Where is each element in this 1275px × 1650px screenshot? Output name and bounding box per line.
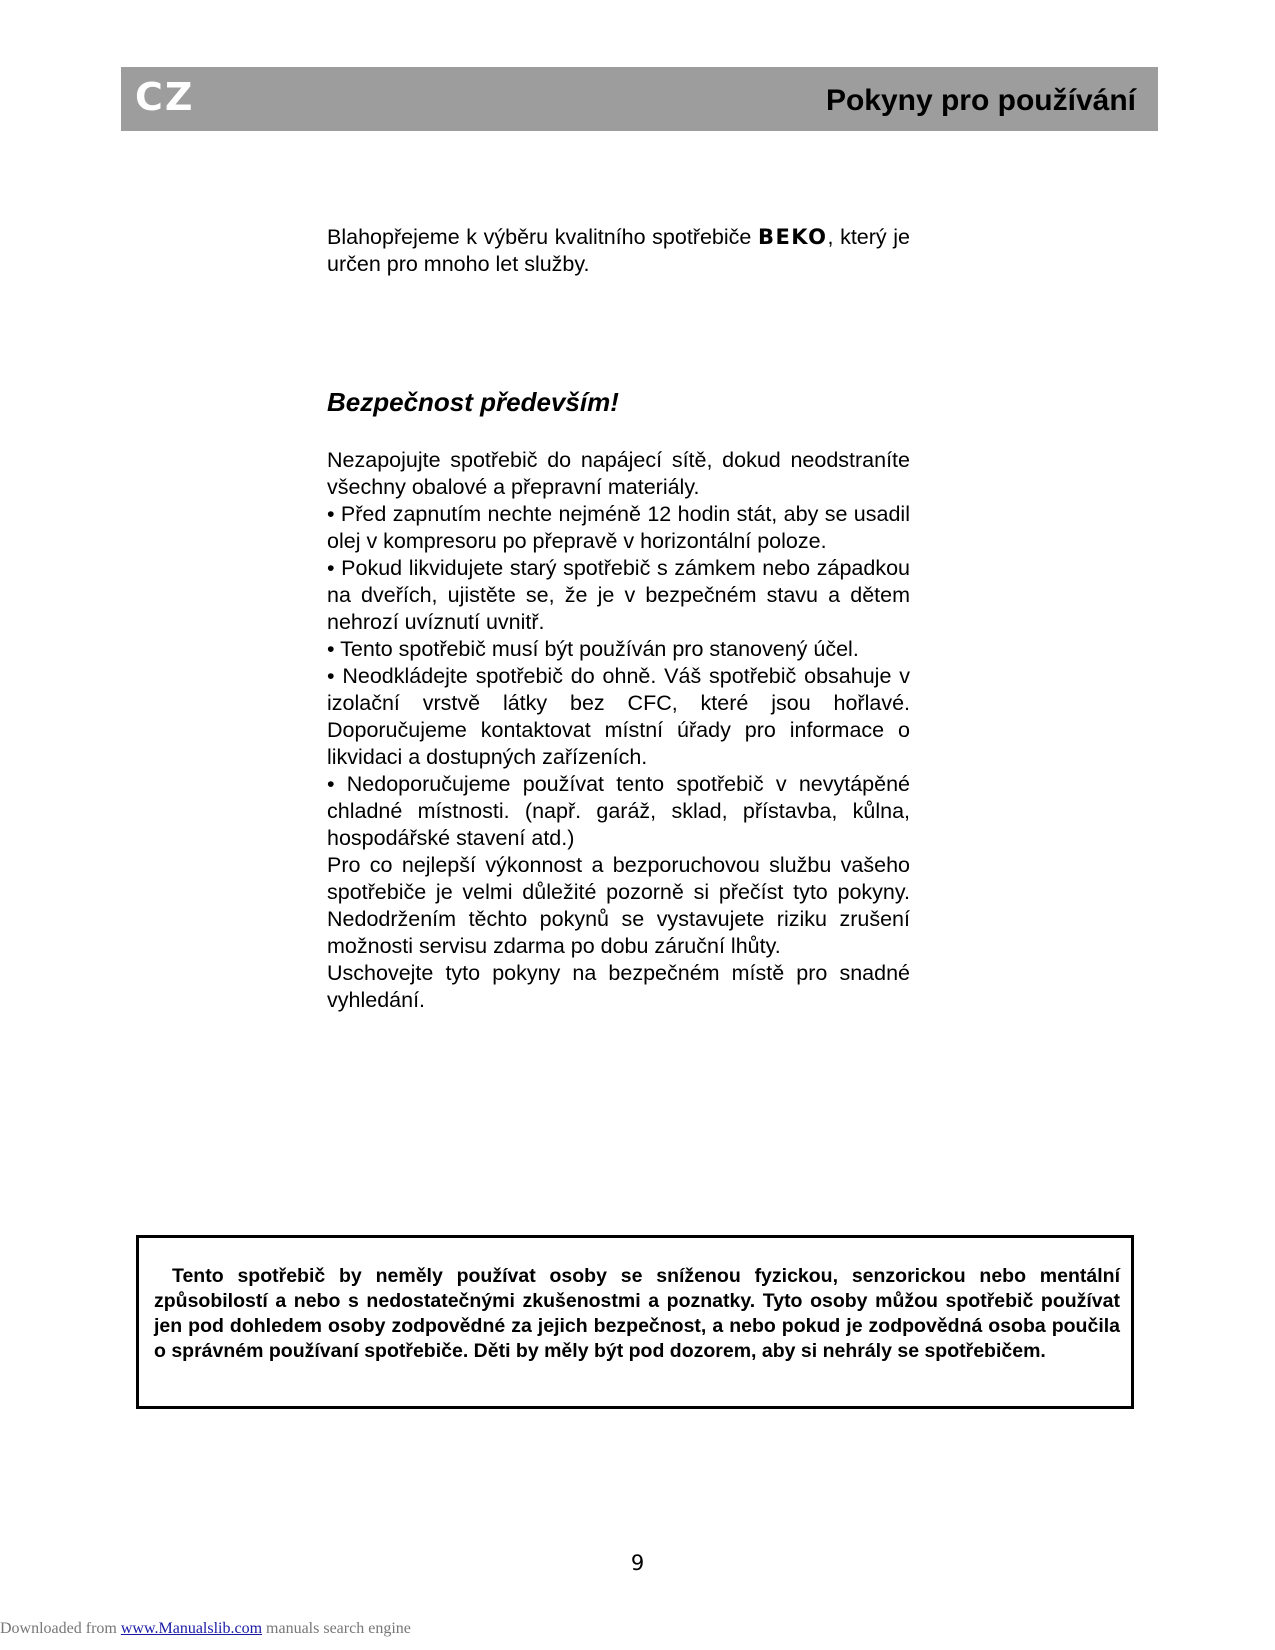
safety-paragraph: • Neodkládejte spotřebič do ohně. Váš spotřebič obsahuje v izolační vrstvě látky bez CFC, které jsou hořlavé. Doporučujeme kontaktovat místní úřady pro informace o likvidaci a dostupných zařízeních. <box>327 664 910 769</box>
intro-text-before: Blahopřejeme k výběru kvalitního spotřebiče <box>327 225 758 249</box>
page-title: Pokyny pro používání <box>825 84 1136 117</box>
header-bar <box>121 67 1158 131</box>
safety-heading: Bezpečnost především! <box>327 387 619 417</box>
footer-suffix: manuals search engine <box>262 1620 411 1637</box>
warning-notice-box <box>136 1235 1134 1409</box>
safety-paragraph: Nezapojujte spotřebič do napájecí sítě, dokud neodstraníte všechny obalové a přepravní materiály. <box>327 448 910 499</box>
safety-paragraph: • Nedoporučujeme používat tento spotřebič v nevytápěné chladné místnosti. (např. garáž, sklad, přístavba, kůlna, hospodářské stavení atd.) <box>327 772 910 850</box>
warning-notice-text: Tento spotřebič by neměly používat osoby se sníženou fyzickou, senzorickou nebo mentální způsobilostí a nebo s nedostatečnými zkušenostmi a poznatky. Tyto osoby můžou spotřebič používat jen pod dohledem osoby zodpovědné za jejich bezpečnost, a nebo pokud je zodpovědná osoba poučila o správném používaní spotřebiče. Děti by měly být pod dozorem, aby si nehrály se spotřebičem. <box>154 1265 1120 1362</box>
safety-paragraph: • Tento spotřebič musí být používán pro stanovený účel. <box>327 637 859 661</box>
safety-body <box>327 447 910 1014</box>
manualslib-link[interactable]: www.Manualslib.com <box>120 1620 263 1637</box>
language-code: CZ <box>135 75 195 119</box>
intro-paragraph <box>327 224 910 278</box>
safety-paragraph: • Pokud likvidujete starý spotřebič s zámkem nebo západkou na dveřích, ujistěte se, že je v bezpečném stavu a dětem nehrozí uvíznutí uvnitř. <box>327 556 910 634</box>
safety-paragraph: Pro co nejlepší výkonnost a bezporuchovou službu vašeho spotřebiče je velmi důležité pozorně si přečíst tyto pokyny. Nedodržením těchto pokynů se vystavujete riziku zrušení možnosti servisu zdarma po dobu záruční lhůty. <box>327 853 910 958</box>
download-footer <box>0 1620 411 1638</box>
page-number: 9 <box>630 1551 645 1575</box>
safety-paragraph: Uschovejte tyto pokyny na bezpečném místě pro snadné vyhledání. <box>327 961 910 1012</box>
intro-text-after: , který je určen pro mnoho let služby. <box>327 225 910 276</box>
footer-prefix: Downloaded from <box>0 1620 121 1637</box>
brand-name: BEKO <box>757 225 828 249</box>
safety-paragraph: • Před zapnutím nechte nejméně 12 hodin stát, aby se usadil olej v kompresoru po přepravě v horizontální poloze. <box>327 502 910 553</box>
